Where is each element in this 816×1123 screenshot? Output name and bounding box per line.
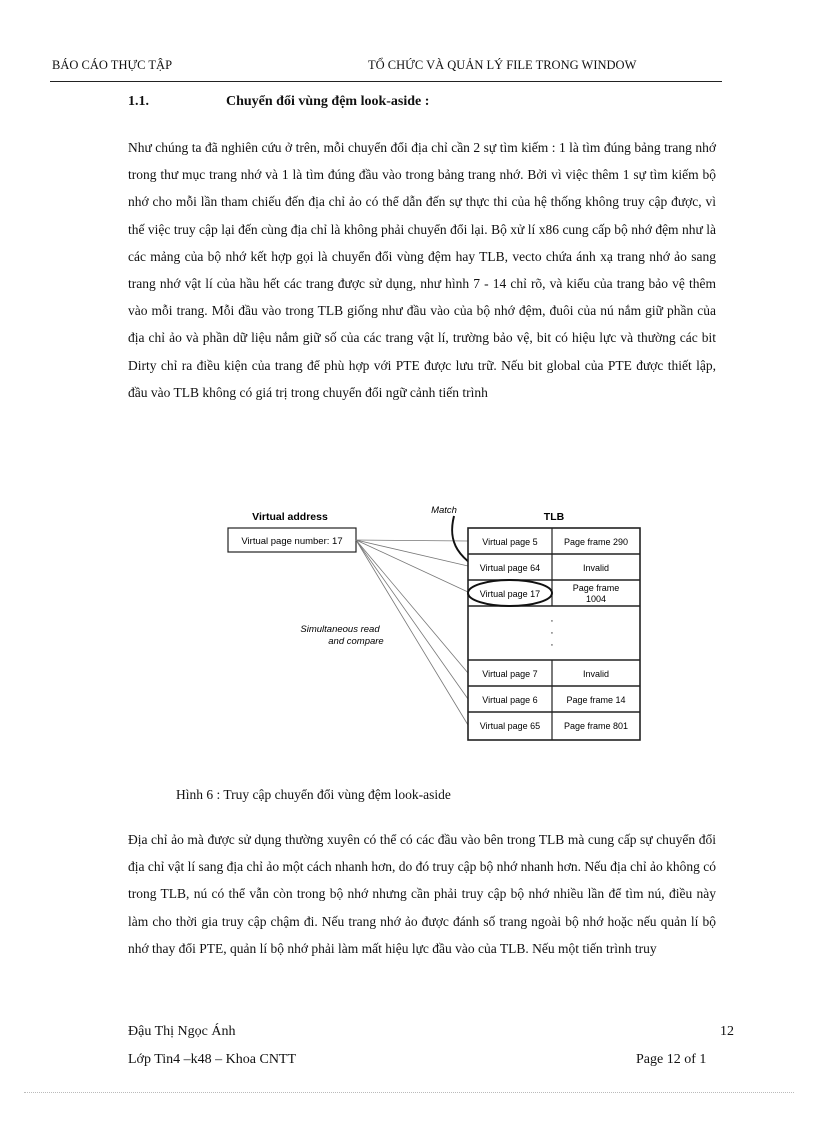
- tlb-row-4-page: Virtual page 7: [482, 669, 538, 679]
- tlb-row-5-page: Virtual page 6: [482, 695, 538, 705]
- section-number: 1.1.: [128, 94, 149, 109]
- tlb-table: [468, 528, 640, 740]
- virtual-page-number: Virtual page number: 17: [241, 536, 343, 547]
- body-paragraph-2: Địa chỉ ảo mà được sử dụng thường xuyên có thể có các đầu vào bên trong TLB mà cung cấp sự chuyển đổi địa chỉ vật lí sang địa chỉ ảo một cách nhanh hơn, do đó truy cập bộ nhớ nhanh hơn. Nếu địa chỉ ảo không có trong TLB, nú có thể vẫn còn trong bộ nhớ nhưng cần phải truy cập bộ nhớ nhiều lần để tìm nú, điều này làm cho thời gia truy cập chậm đi. Nếu trang nhớ ảo được đánh số trang ngoài bộ nhớ hoặc nếu quản lí bộ nhớ thay đổi PTE, quản lí bộ nhớ phải làm mất hiệu lực đầu vào của TLB. Nếu một tiến trình truy: [128, 832, 716, 956]
- header-divider: [50, 81, 722, 82]
- page-bottom-divider: [24, 1092, 794, 1093]
- ellipsis-dot: ·: [550, 639, 554, 651]
- simultaneous-read-label: Simultaneous read: [300, 624, 380, 635]
- header-document-title: TỔ CHỨC VÀ QUẢN LÝ FILE TRONG WINDOW: [368, 58, 637, 72]
- tlb-row-2-frame: Invalid: [582, 563, 610, 573]
- tlb-row-2-page: Virtual page 64: [479, 563, 541, 573]
- virtual-address-title: Virtual address: [252, 511, 328, 523]
- tlb-title: TLB: [543, 511, 565, 523]
- footer-page-of: Page 12 of 1: [636, 1052, 707, 1067]
- tlb-diagram: [222, 500, 646, 748]
- ellipsis-dot: ·: [550, 615, 554, 627]
- ellipsis-dot: ·: [550, 627, 554, 639]
- header-report-label: BÁO CÁO THỰC TẬP: [52, 58, 173, 72]
- tlb-row-3-frame-line1: Page frame: [572, 583, 620, 593]
- tlb-row-6-frame: Page frame 801: [563, 721, 629, 731]
- section-title: Chuyển đổi vùng đệm look-aside :: [226, 94, 430, 109]
- tlb-row-1-page: Virtual page 5: [482, 537, 538, 547]
- and-compare-label: and compare: [328, 636, 384, 647]
- body-paragraph-1: Như chúng ta đã nghiên cứu ở trên, mỗi chuyển đổi địa chỉ cần 2 sự tìm kiếm : 1 là tìm đúng bảng trang nhớ trong thư mục trang nhớ và 1 là tìm đúng đầu vào trong bảng trang nhớ. Bởi vì việc thêm 1 sự tìm kiếm bộ nhớ cho mỗi lần tham chiếu đến địa chỉ ảo có thể dẫn đến sự thực thi của hệ thống không truy cập được, vì thế việc truy cập lại đến cùng địa chỉ là không phải chuyển đổi lại. Bộ xử lí x86 cung cấp bộ nhớ đệm như là các mảng của bộ nhớ kết hợp gọi là chuyển đổi vùng đệm hay TLB, vecto chứa ánh xạ trang nhớ ảo sang trang nhớ vật lí của hầu hết các trang được sử dụng, như hình 7 - 14 chỉ rõ, và kiểu của trang bảo vệ thêm vào mỗi trang. Mỗi đầu vào trong TLB giống như đầu vào của bộ nhớ đệm, đuôi của nú nắm giữ phần của địa chỉ ảo và phần dữ liệu nắm giữ số của các trang vật lí, trường bảo vệ, bit có hiệu lực và thường các bit Dirty chỉ ra điều kiện của trang để phù hợp với PTE được lưu trữ. Nếu bit global của PTE được thiết lập, đầu vào TLB không có giá trị trong chuyển đổi ngữ cảnh tiến trình: [128, 140, 716, 400]
- tlb-row-3-frame-line2: 1004: [585, 594, 607, 604]
- tlb-row-1-frame: Page frame 290: [563, 537, 629, 547]
- match-label: Match: [431, 505, 457, 516]
- tlb-row-6-page: Virtual page 65: [479, 721, 541, 731]
- tlb-row-5-frame: Page frame 14: [566, 695, 626, 705]
- footer-page-number: 12: [720, 1024, 734, 1039]
- figure-caption: Hình 6 : Truy cập chuyển đổi vùng đệm look-aside: [176, 787, 451, 802]
- footer-class-info: Lớp Tin4 –k48 – Khoa CNTT: [128, 1052, 297, 1067]
- tlb-row-4-frame: Invalid: [582, 669, 610, 679]
- footer-author: Đậu Thị Ngọc Ánh: [128, 1024, 236, 1039]
- tlb-row-3-page: Virtual page 17: [479, 589, 541, 599]
